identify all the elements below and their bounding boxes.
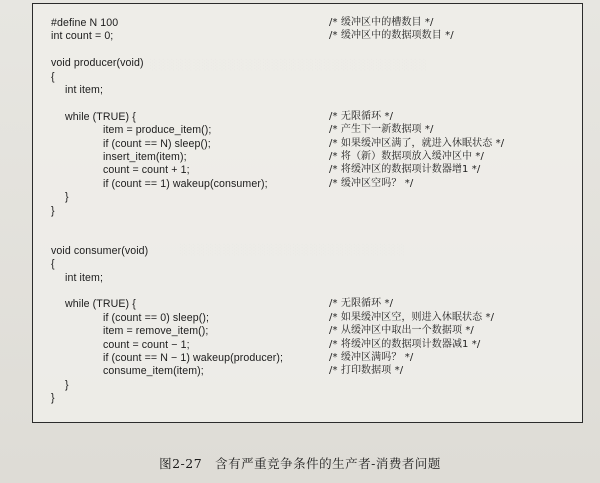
code-line xyxy=(33,378,582,392)
code-line xyxy=(33,96,582,110)
code-line xyxy=(33,244,582,258)
code-text: void consumer(void) xyxy=(51,244,149,257)
code-line xyxy=(33,83,582,97)
code-line xyxy=(33,29,582,43)
code-comment: /* 无限循环 */ xyxy=(329,110,394,122)
code-line xyxy=(33,364,582,378)
code-line xyxy=(33,311,582,325)
code-text: } xyxy=(51,204,55,217)
figure-caption: 图2-27 含有严重竞争条件的生产者-消费者问题 xyxy=(159,456,441,471)
code-text: } xyxy=(51,392,55,405)
code-comment: /* 缓冲区中的数据项数目 */ xyxy=(329,30,454,42)
code-comment: /* 如果缓冲区空，则进入休眠状态 */ xyxy=(329,311,495,323)
code-line xyxy=(33,177,582,191)
code-line xyxy=(33,338,582,352)
code-line xyxy=(33,43,582,57)
code-comment: /* 如果缓冲区满了，就进入休眠状态 */ xyxy=(329,137,505,149)
code-line xyxy=(33,284,582,298)
code-comment: /* 无限循环 */ xyxy=(329,298,394,310)
code-text: if (count == 1) wakeup(consumer); xyxy=(103,177,268,190)
code-text: insert_item(item); xyxy=(103,151,187,163)
code-line xyxy=(33,110,582,124)
code-line xyxy=(33,297,582,311)
code-line xyxy=(33,204,582,218)
code-line xyxy=(33,16,582,30)
code-text: item = remove_item(); xyxy=(103,325,209,338)
code-line xyxy=(33,351,582,365)
code-text: int count = 0; xyxy=(51,30,114,43)
code-line xyxy=(33,217,582,231)
code-line xyxy=(33,271,582,285)
code-text: { xyxy=(51,258,55,271)
code-line xyxy=(33,137,582,151)
code-text: #define N 100 xyxy=(51,17,119,29)
code-line xyxy=(33,257,582,271)
code-comment: /* 打印数据项 */ xyxy=(329,365,404,377)
code-line xyxy=(33,230,582,244)
code-text: if (count == N − 1) wakeup(producer); xyxy=(103,352,284,364)
code-text: int item; xyxy=(65,84,103,96)
code-comment: /* 将缓冲区的数据项计数器增1 */ xyxy=(329,164,481,176)
code-text: while (TRUE) { xyxy=(65,110,136,123)
code-line xyxy=(33,56,582,70)
code-text: count = count + 1; xyxy=(103,164,190,177)
code-line xyxy=(33,324,582,338)
code-text: { xyxy=(51,70,55,83)
code-comment: /* 将缓冲区的数据项计数器减1 */ xyxy=(329,338,481,350)
code-comment: /* 产生下一新数据项 */ xyxy=(329,124,434,136)
code-line xyxy=(33,391,582,405)
code-comment: /* 缓冲区空吗？ */ xyxy=(329,177,414,189)
code-text: void producer(void) xyxy=(51,57,144,70)
code-comment: /* 缓冲区中的槽数目 */ xyxy=(329,17,434,28)
code-text: consume_item(item); xyxy=(103,365,204,378)
code-line xyxy=(33,123,582,137)
code-line xyxy=(33,150,582,164)
code-text: if (count == N) sleep(); xyxy=(103,137,211,150)
code-line xyxy=(33,190,582,204)
code-comment: /* 从缓冲区中取出一个数据项 */ xyxy=(329,325,474,337)
code-listing-box xyxy=(32,3,583,423)
code-text: if (count == 0) sleep(); xyxy=(103,311,210,324)
code-text: while (TRUE) { xyxy=(65,298,136,311)
code-text: item = produce_item(); xyxy=(103,124,212,137)
code-comment: /* 将（新）数据项放入缓冲区中 */ xyxy=(329,151,484,162)
code-text: int item; xyxy=(65,271,103,284)
code-text: count = count − 1; xyxy=(103,338,190,351)
code-text: } xyxy=(65,191,69,204)
code-line xyxy=(33,70,582,84)
code-line xyxy=(33,163,582,177)
code-comment: /* 缓冲区满吗？ */ xyxy=(329,352,414,363)
code-text: } xyxy=(65,378,69,391)
